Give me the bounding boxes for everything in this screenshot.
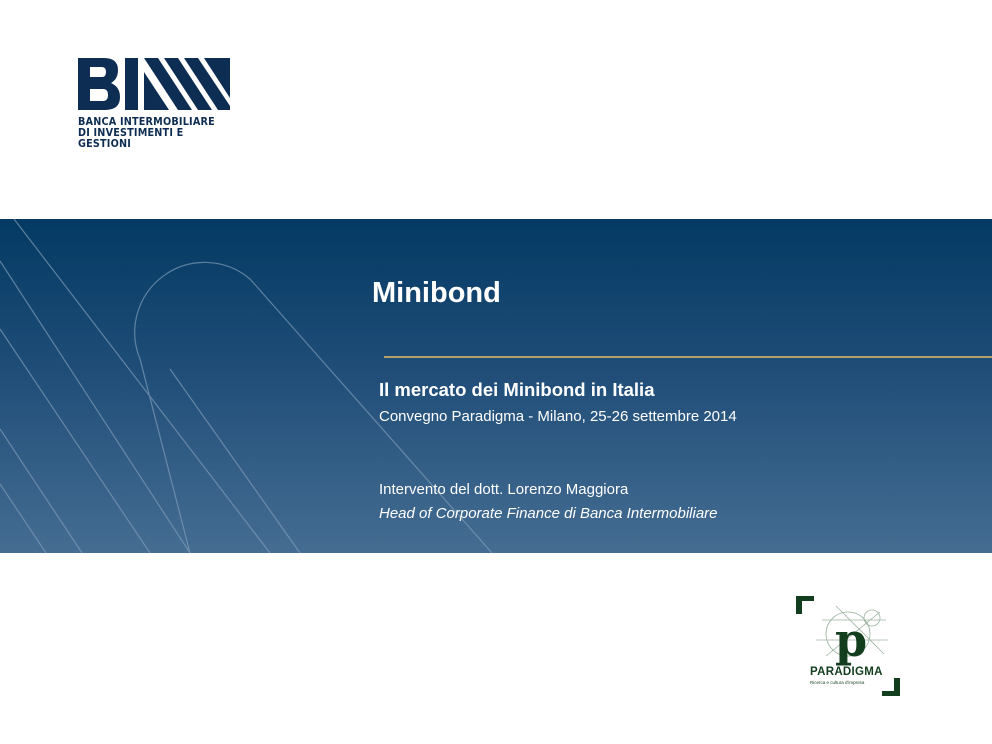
slide-title: Minibond	[372, 277, 501, 309]
event-details: Convegno Paradigma - Milano, 25-26 settembre 2014	[379, 408, 737, 425]
divider-line	[384, 356, 992, 358]
bank-name-line-1: BANCA INTERMOBILIARE	[78, 116, 215, 128]
paradigma-name: PARADIGMA	[810, 666, 883, 678]
bank-name-line-2: DI INVESTIMENTI E GESTIONI	[78, 127, 184, 150]
bim-logo	[78, 58, 238, 148]
paradigma-logo	[796, 596, 900, 696]
paradigma-tagline: Ricerca e cultura d'impresa	[810, 680, 865, 685]
bim-logo-mark	[78, 58, 230, 110]
speaker-name: Intervento del dott. Lorenzo Maggiora	[379, 481, 629, 498]
svg-text:p: p	[835, 613, 868, 667]
slide-subtitle: Il mercato dei Minibond in Italia	[379, 379, 655, 400]
speaker-role: Head of Corporate Finance di Banca Intermobiliare	[379, 505, 718, 522]
title-banner	[0, 219, 992, 553]
